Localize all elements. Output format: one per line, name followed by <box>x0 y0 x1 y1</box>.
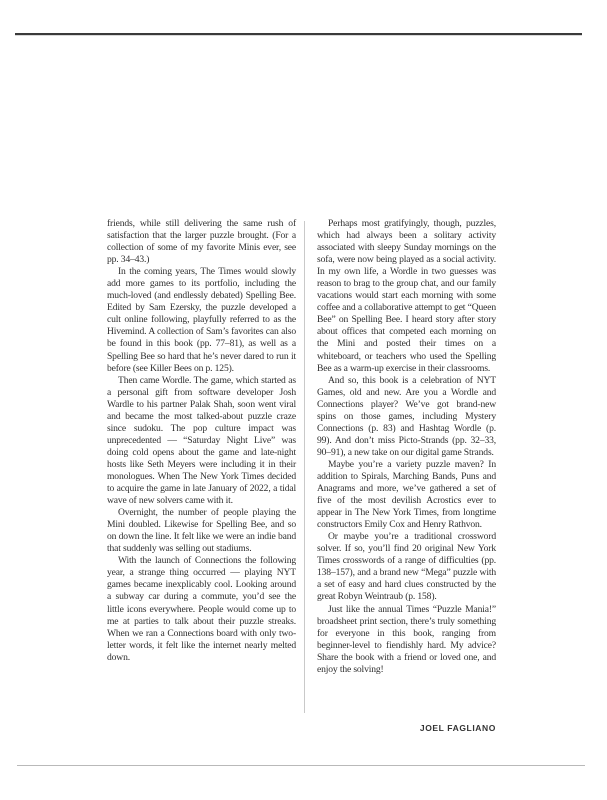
paragraph: Or maybe you’re a traditional crossword solver. If so, you’ll find 20 original New York Times crosswords of a range of difficulties (pp. 138–157), and a brand new “Mega” puzzle with a set of easy and hard clues constructed by the great Robyn Weintraub (p. 158). <box>317 531 496 603</box>
paragraph: friends, while still delivering the same rush of satisfaction that the larger puzzle brought. (For a collection of some of my favorite Minis ever, see pp. 34–43.) <box>107 218 296 266</box>
right-text-column <box>317 218 496 676</box>
bottom-rule <box>17 765 585 766</box>
paragraph: Maybe you’re a variety puzzle maven? In addition to Spirals, Marching Bands, Puns and Anagrams and more, we’ve gathered a set of five of the most devilish Acrostics ever to appear in The New York Times, from longtime constructors Emily Cox and Henry Rathvon. <box>317 458 496 531</box>
paragraph: Overnight, the number of people playing the Mini doubled. Likewise for Spelling Bee, and so on down the line. It felt like we were an indie band that suddenly was selling out stadiums. <box>107 507 296 555</box>
paragraph: Perhaps most gratifyingly, though, puzzles, which had always been a solitary activity associated with sleepy Sunday mornings on the sofa, were now being played as a social activity. In my own life, a Wordle in two guesses was reason to brag to the group chat, and our family vacations would start each morning with some coffee and a collaborative attempt to get “Queen Bee” on Spelling Bee. I heard story after story about offices that competed each morning on the Mini and posted their times on a whiteboard, or teachers who used the Spelling Bee as a warm-up exercise in their classrooms. <box>317 218 496 374</box>
author-signature: JOEL FAGLIANO <box>419 723 496 733</box>
paragraph: Then came Wordle. The game, which started as a personal gift from software developer Josh Wardle to his partner Palak Shah, soon went viral and became the most talked-about puzzle craze since sudoku. The pop culture impact was unprecedented — “Saturday Night Live” was doing cold opens about the game and late-night hosts like Seth Meyers were including it in their monologues. When The New York Times decided to acquire the game in late January of 2022, a tidal wave of new solvers came with it. <box>107 374 296 507</box>
paragraph: In the coming years, The Times would slowly add more games to its portfolio, including the much-loved (and endlessly debated) Spelling Bee. Edited by Sam Ezersky, the puzzle developed a cult online following, playfully referred to as the Hivemind. A collection of Sam’s favorites can also be found in this book (pp. 77–81), as well as a Spelling Bee so hard that he’s never dared to run it before (see Killer Bees on p. 125). <box>107 266 296 374</box>
top-rule <box>15 33 582 36</box>
paragraph: With the launch of Connections the following year, a strange thing occurred — playing NYT games became inexplicably cool. Looking around a subway car during a commute, you’d see the little icons everywhere. People would come up to me at parties to talk about their puzzle streaks. When we ran a Connections board with only two-letter words, it felt like the internet nearly melted down. <box>107 555 296 663</box>
paragraph: Just like the annual Times “Puzzle Mania!” broadsheet print section, there’s truly something for everyone in this book, ranging from beginner-level to fiendishly hard. My advice? Share the book with a friend or loved one, and enjoy the solving! <box>317 603 496 675</box>
column-divider-rule <box>304 221 305 713</box>
paragraph: And so, this book is a celebration of NYT Games, old and new. Are you a Wordle and Connections player? We’ve got brand-new spins on those games, including Mystery Connections (p. 83) and Hashtag Wordle (p. 99). And don’t miss Picto-Strands (pp. 32–33, 90–91), a new take on our digital game Strands. <box>317 374 496 458</box>
left-text-column <box>107 218 296 664</box>
